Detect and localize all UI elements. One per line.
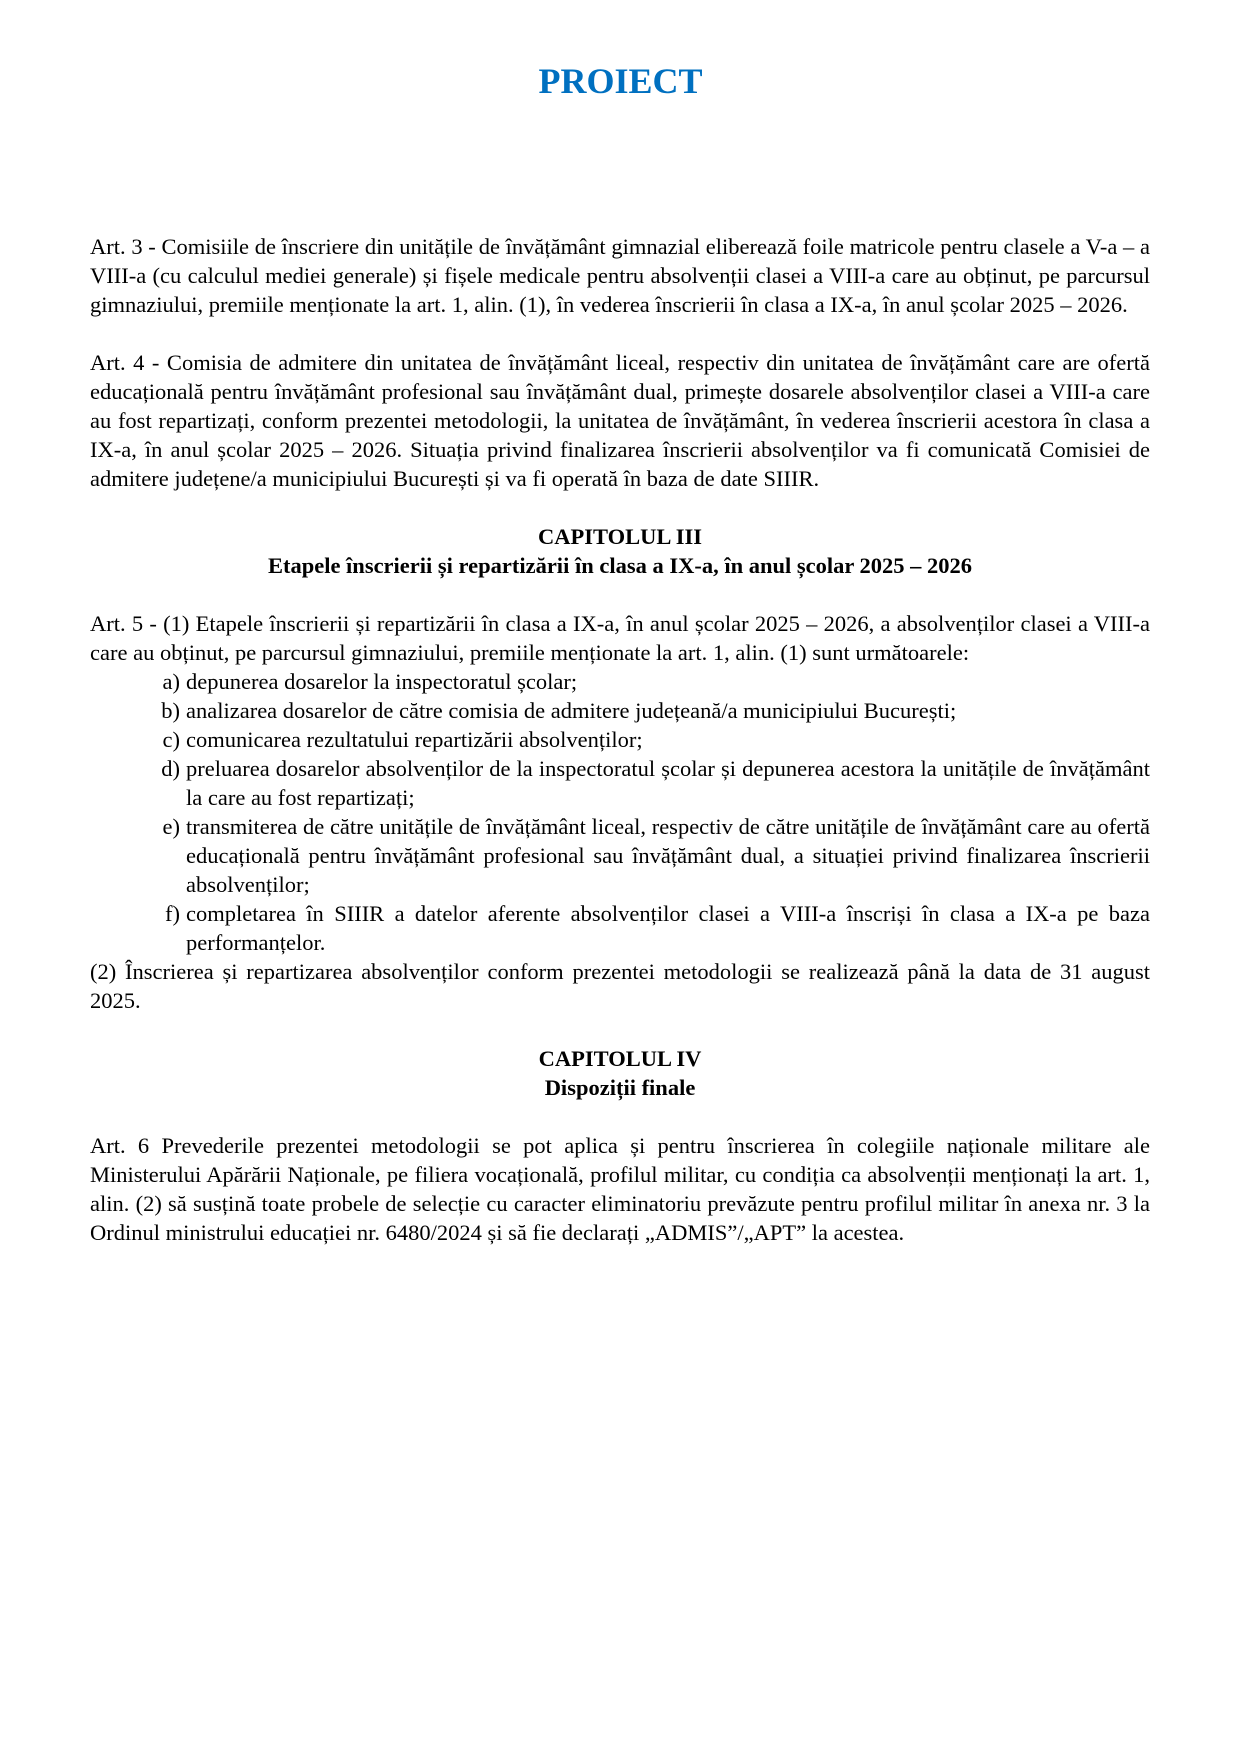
article-3: Art. 3 - Comisiile de înscriere din unitățile de învățământ gimnazial eliberează foile matricole pentru clasele a V-a – a VIII-a (cu calculul mediei generale) și fișele medicale pentru absolvenții clasei a VIII-a care au obținut, pe parcursul gimnaziului, premiile menționate la art. 1, alin. (1), în vederea înscrierii în clasa a IX-a, în anul școlar 2025 – 2026. bbox=[90, 234, 1150, 317]
list-item-text: completarea în SIIIR a datelor aferente absolvenților clasei a VIII-a înscriși în clasa a IX-a pe baza performanțelor. bbox=[186, 901, 1150, 955]
article-5-intro: Art. 5 - (1) Etapele înscrierii și repartizării în clasa a IX-a, în anul școlar 2025 – 2026, a absolvenților clasei a VIII-a care au obținut, pe parcursul gimnaziului, premiile menționate la art. 1, alin. (1) sunt următoarele: bbox=[90, 611, 1150, 665]
list-item bbox=[90, 667, 1150, 696]
list-item-marker: a) bbox=[162, 669, 180, 694]
chapter-3-heading bbox=[90, 522, 1150, 580]
list-item-marker: f) bbox=[165, 901, 180, 926]
list-item-text: depunerea dosarelor la inspectoratul școlar; bbox=[186, 669, 578, 694]
article-4: Art. 4 - Comisia de admitere din unitatea de învățământ liceal, respectiv din unitatea de învățământ care are ofertă educațională pentru învățământ profesional sau învățământ dual, primește dosarele absolvenților clasei a VIII-a care au fost repartizați, conform prezentei metodologii, la unitatea de învățământ, în vederea înscrierii acestora în clasa a IX-a, în anul școlar 2025 – 2026. Situația privind finalizarea înscrierii absolvenților va fi comunicată Comisiei de admitere județene/a municipiului București și va fi operată în baza de date SIIIR. bbox=[90, 350, 1150, 491]
article-5-list bbox=[90, 667, 1150, 957]
list-item bbox=[90, 725, 1150, 754]
list-item-marker: b) bbox=[161, 698, 180, 723]
list-item-text: analizarea dosarelor de către comisia de admitere județeană/a municipiului București; bbox=[186, 698, 957, 723]
article-6: Art. 6 Prevederile prezentei metodologii se pot aplica și pentru înscrierea în colegiile naționale militare ale Ministerului Apărării Naționale, pe filiera vocațională, profilul militar, cu condiția ca absolvenții menționați la art. 1, alin. (2) să susțină toate probele de selecție cu caracter eliminatoriu prevăzute pentru profilul militar în anexa nr. 3 la Ordinul ministrului educației nr. 6480/2024 și să fie declarați „ADMIS”/„APT” la acestea. bbox=[90, 1133, 1150, 1245]
article-5-paragraph-2: (2) Înscrierea și repartizarea absolvenților conform prezentei metodologii se realizează până la data de 31 august 2025. bbox=[90, 959, 1150, 1013]
list-item bbox=[90, 812, 1150, 899]
list-item-text: transmiterea de către unitățile de învățământ liceal, respectiv de către unitățile de învățământ care au ofertă educațională pentru învățământ profesional sau învățământ dual, a situației privind finalizarea înscrierii absolvenților; bbox=[186, 814, 1150, 897]
list-item bbox=[90, 899, 1150, 957]
list-item bbox=[90, 696, 1150, 725]
list-item bbox=[90, 754, 1150, 812]
list-item-marker: e) bbox=[162, 814, 180, 839]
chapter-3-subtitle: Etapele înscrierii și repartizării în clasa a IX-a, în anul școlar 2025 – 2026 bbox=[267, 553, 973, 578]
list-item-text: comunicarea rezultatului repartizării absolvenților; bbox=[186, 727, 643, 752]
chapter-4-heading bbox=[90, 1044, 1150, 1102]
page-title: PROIECT bbox=[538, 61, 703, 101]
document-body bbox=[90, 232, 1150, 1276]
chapter-4-subtitle: Dispoziții finale bbox=[544, 1075, 696, 1100]
list-item-marker: d) bbox=[161, 756, 180, 781]
list-item-text: preluarea dosarelor absolvenților de la inspectoratul școlar și depunerea acestora la unitățile de învățământ la care au fost repartizați; bbox=[186, 756, 1150, 810]
list-item-marker: c) bbox=[162, 727, 180, 752]
chapter-4-title: CAPITOLUL IV bbox=[538, 1046, 702, 1071]
chapter-3-title: CAPITOLUL III bbox=[537, 524, 702, 549]
